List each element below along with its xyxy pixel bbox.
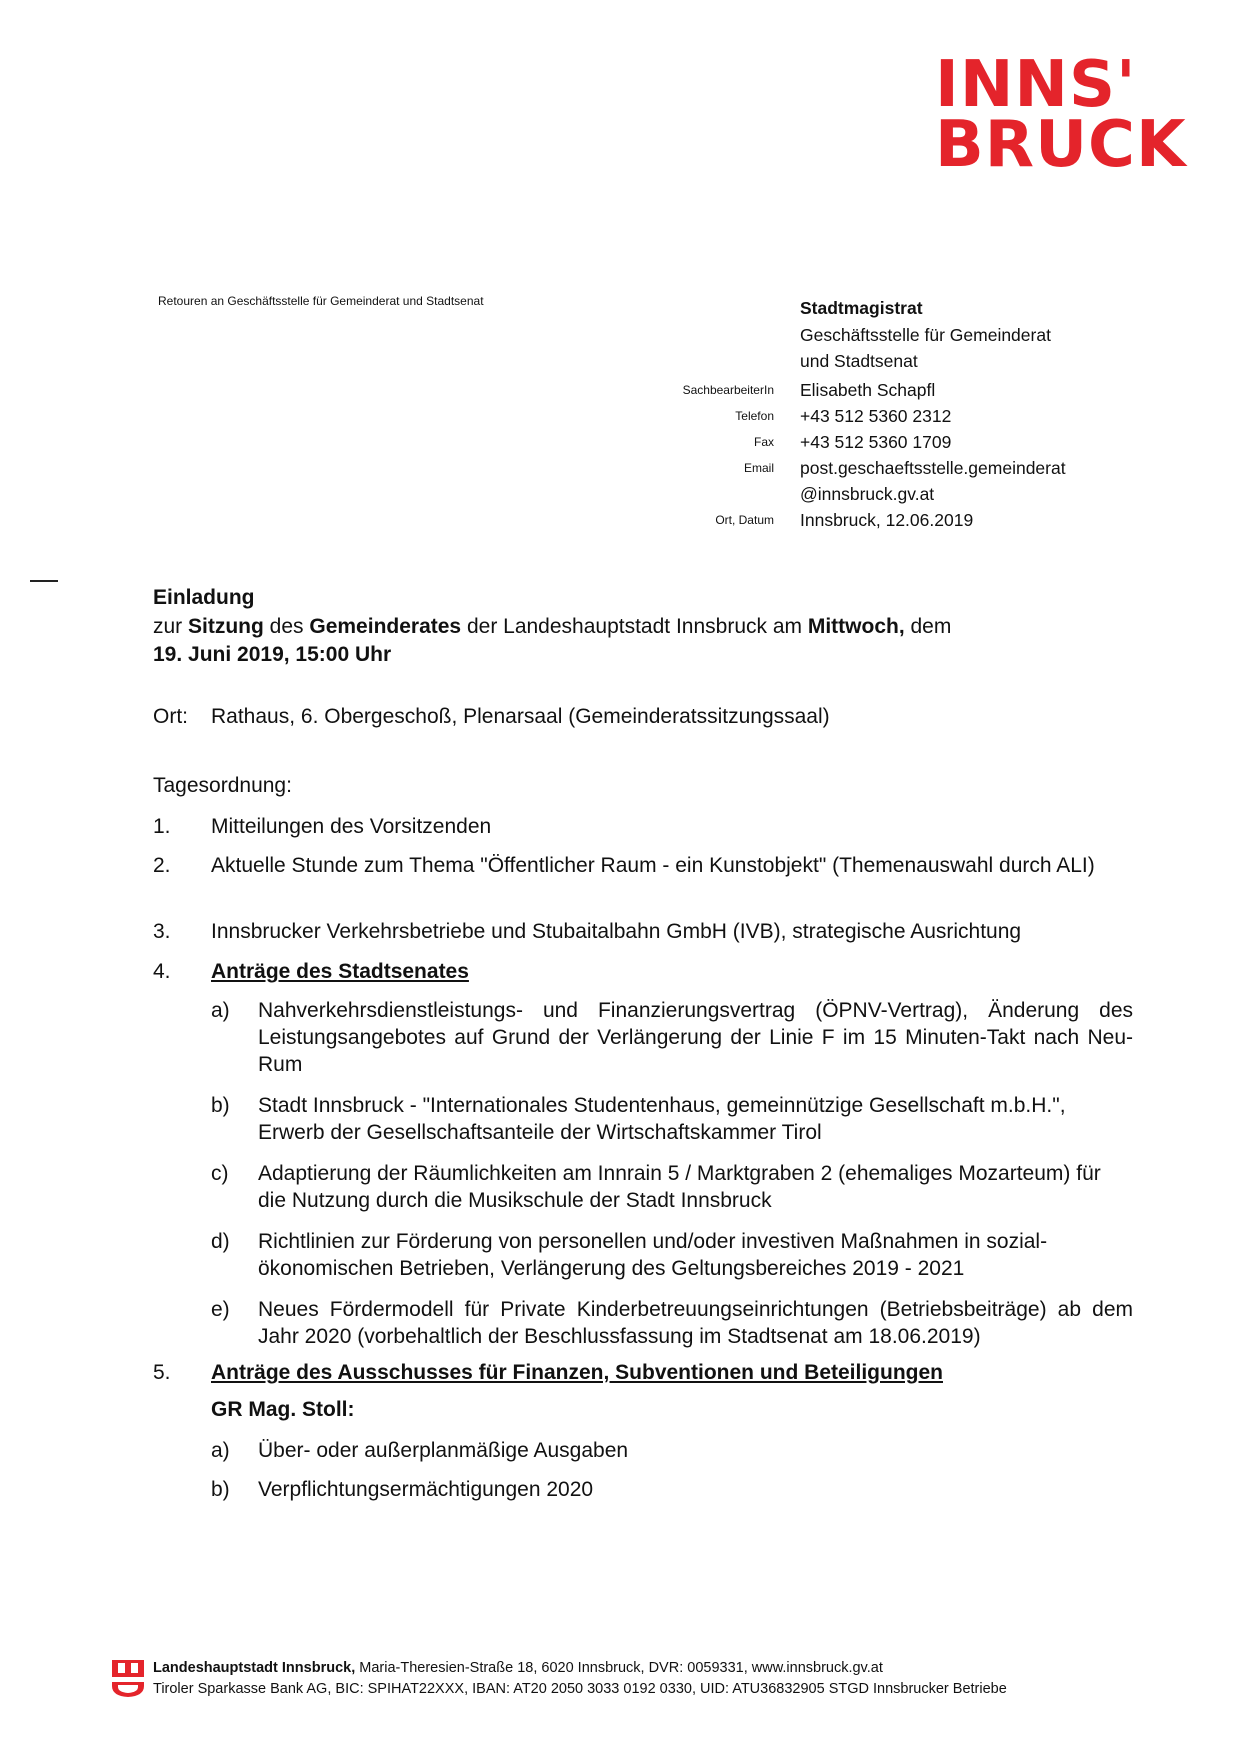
- logo-line-1: INNS': [935, 48, 1137, 122]
- invitation-text: des: [263, 614, 310, 638]
- invitation-title: Einladung: [153, 586, 255, 609]
- logo-line-2: BRUCK: [935, 108, 1187, 182]
- contact-value[interactable]: post.geschaeftsstelle.gemeinderat: [800, 458, 1066, 478]
- invitation-text: zur: [153, 614, 189, 638]
- subitem-text: Über- oder außerplanmäßige Ausgaben: [258, 1439, 629, 1462]
- contact-label: Telefon: [735, 409, 774, 423]
- footer-line-1: [153, 1660, 883, 1676]
- subitem-text: Richtlinien zur Förderung von personellen und/oder investiven Maßnahmen in sozialökonomischen Betrieben, Verlängerung des Geltungsbereiches 2019 - 2021: [258, 1230, 1048, 1280]
- agenda-section-heading: Anträge des Ausschusses für Finanzen, Subventionen und Beteiligungen: [211, 1361, 943, 1384]
- sender-org-name: Stadtmagistrat: [800, 298, 923, 318]
- footer-line-2: Tiroler Sparkasse Bank AG, BIC: SPIHAT22XXX, IBAN: AT20 2050 3033 0192 0330, UID: ATU36832905 STGD Innsbrucker Betriebe: [153, 1681, 1007, 1697]
- subitem-letter: c): [211, 1162, 229, 1185]
- subitem-text: Adaptierung der Räumlichkeiten am Innrain 5 / Marktgraben 2 (ehemaliges Mozarteum) für die Nutzung durch die Musikschule der Stadt Innsbruck: [258, 1162, 1101, 1212]
- contact-value[interactable]: @innsbruck.gv.at: [800, 484, 935, 504]
- contact-label: Ort, Datum: [715, 513, 774, 527]
- contact-row-phone: [640, 404, 1160, 430]
- sender-org-dept: Geschäftsstelle für Gemeinderat: [800, 324, 1051, 345]
- subitem-text: Verpflichtungsermächtigungen 2020: [258, 1478, 594, 1501]
- contact-value: +43 512 5360 2312: [800, 406, 952, 426]
- finance-speaker: GR Mag. Stoll:: [211, 1398, 355, 1421]
- location-label: Ort:: [153, 705, 188, 728]
- contact-row-email: [640, 456, 1160, 482]
- sender-org-dept-2: und Stadtsenat: [800, 351, 918, 371]
- contact-row-fax: [640, 430, 1160, 456]
- subitem-text: Neues Fördermodell für Private Kinderbetreuungseinrichtungen (Betriebsbeiträge) ab dem Jahr 2020 (vorbehaltlich der Beschlussfassung im Stadtsenat am 18.06.2019): [258, 1298, 1133, 1348]
- subitem-text: Stadt Innsbruck - "Internationales Studentenhaus, gemeinnützige Gesellschaft m.b.H.", Erwerb der Gesellschaftsanteile der Wirtschaftskammer Tirol: [258, 1094, 1066, 1144]
- location-line: [153, 705, 830, 729]
- contact-row-email-domain: [640, 482, 1160, 508]
- contact-label: Email: [743, 461, 774, 475]
- subitem-letter: d): [211, 1230, 230, 1253]
- footer-city-name: Landeshauptstadt Innsbruck,: [153, 1660, 356, 1676]
- location-value: Rathaus, 6. Obergeschoß, Plenarsaal (Gemeinderatssitzungssaal): [211, 705, 830, 728]
- contact-value: Elisabeth Schapfl: [800, 380, 936, 400]
- return-address: Retouren an Geschäftsstelle für Gemeinderat und Stadtsenat: [158, 294, 484, 308]
- invitation-text-bold: Mittwoch,: [807, 614, 905, 638]
- fold-mark: [30, 580, 58, 582]
- contact-row-date: [640, 508, 1160, 534]
- agenda-section-heading: Anträge des Stadtsenates: [211, 960, 469, 983]
- subitem-letter: a): [211, 1439, 230, 1462]
- contact-label: Fax: [753, 435, 774, 449]
- meeting-date: 19. Juni 2019, 15:00 Uhr: [153, 643, 392, 666]
- agenda-title: Tagesordnung:: [153, 774, 292, 797]
- agenda-number: 3.: [153, 920, 171, 943]
- contact-row-clerk: [640, 378, 1160, 404]
- subitem-letter: e): [211, 1298, 230, 1321]
- invitation-text: der Landeshauptstadt Innsbruck am: [461, 614, 808, 638]
- subitem-letter: b): [211, 1478, 230, 1501]
- agenda-number: 2.: [153, 854, 171, 877]
- agenda-text: Aktuelle Stunde zum Thema "Öffentlicher Raum - ein Kunstobjekt" (Themenauswahl durch ALI): [211, 854, 1095, 877]
- invitation-heading: [153, 584, 1113, 670]
- sender-organisation: [800, 295, 1160, 375]
- contact-value: +43 512 5360 1709: [800, 432, 952, 452]
- subitem-text: Nahverkehrsdienstleistungs- und Finanzierungsvertrag (ÖPNV-Vertrag), Änderung des Leistungsangebotes auf Grund der Verlängerung der Linie F im 15 Minuten-Takt nach Neu-Rum: [258, 999, 1133, 1076]
- contact-value: Innsbruck, 12.06.2019: [800, 510, 974, 530]
- subitem-letter: a): [211, 999, 230, 1022]
- innsbruck-logo: [935, 48, 1187, 182]
- contact-label: SachbearbeiterIn: [682, 383, 774, 397]
- subitem-letter: b): [211, 1094, 230, 1117]
- agenda-text: Mitteilungen des Vorsitzenden: [211, 815, 492, 838]
- invitation-text-bold: Sitzung: [188, 614, 264, 638]
- agenda-number: 4.: [153, 960, 171, 983]
- footer-address: Maria-Theresien-Straße 18, 6020 Innsbruck, DVR: 0059331, www.innsbruck.gv.at: [355, 1660, 883, 1676]
- city-coat-of-arms-icon: [111, 1658, 145, 1698]
- invitation-text: dem: [904, 614, 952, 638]
- invitation-text-bold: Gemeinderates: [309, 614, 462, 638]
- agenda-number: 1.: [153, 815, 171, 838]
- agenda-text: Innsbrucker Verkehrsbetriebe und Stubaitalbahn GmbH (IVB), strategische Ausrichtung: [211, 920, 1022, 943]
- agenda-number: 5.: [153, 1361, 171, 1384]
